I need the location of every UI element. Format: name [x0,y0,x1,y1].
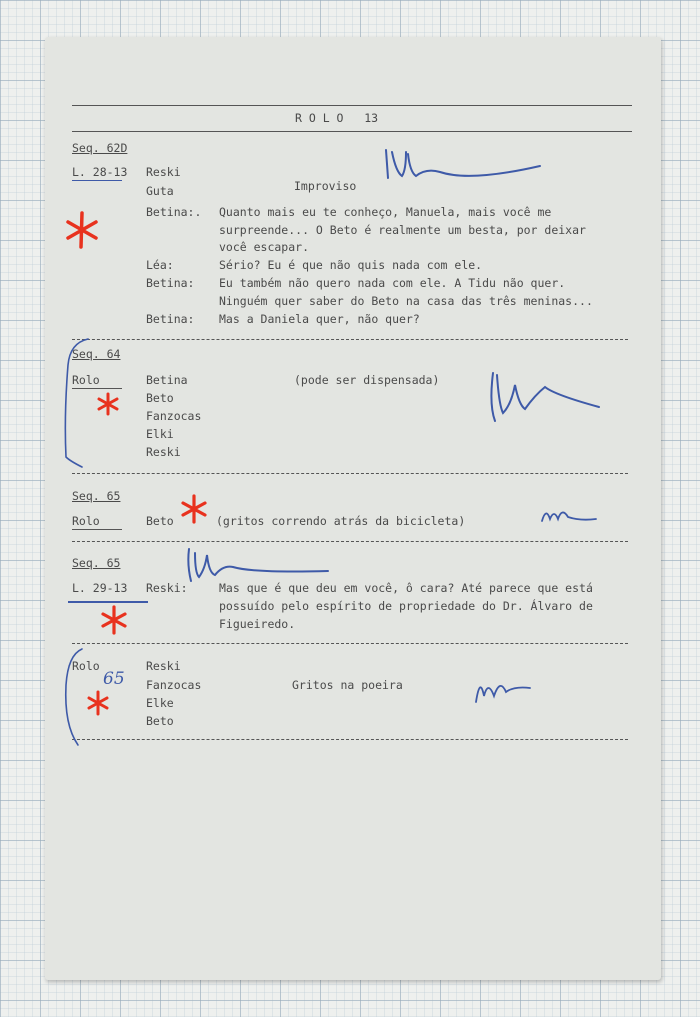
red-asterisk-icon [180,494,208,524]
scene4-speaker: Reski: [146,581,188,595]
dialogue-line: Mas que é que deu em você, ô cara? Até parece que está [219,581,593,595]
dialogue-line: Eu também não quero nada com ele. A Tidu não quer. [219,276,566,290]
scene2-character: Fanzocas [146,409,202,423]
dialogue-speaker: Betina:. [146,205,202,219]
dialogue-line: Mas a Daniela quer, não quer? [219,312,420,326]
scene2-seq: Seq. 64 [72,347,121,361]
scene-divider [72,473,628,474]
handwritten-number: 65 [103,669,125,689]
scene2-character: Beto [146,391,174,405]
dialogue-line: possuído pelo espírito de propriedade do Dr. Álvaro de [219,599,593,613]
scene1-character: Guta [146,184,174,198]
signature-scene4 [183,545,333,585]
dialogue-line: Ninguém quer saber do Beto na casa das três meninas... [219,294,593,308]
header-rule-top [72,105,632,106]
scene4-ref-underline [68,601,148,603]
scene2-character: Reski [146,445,181,459]
scene3-seq: Seq. 65 [72,489,121,503]
dialogue-line: surpreende... O Beto é realmente um besta, por deixar [219,223,586,237]
red-asterisk-icon [86,690,110,716]
signature-scene3 [540,503,600,528]
scene2-character: Betina [146,373,188,387]
dialogue-speaker: Léa: [146,258,174,272]
dialogue-line: Quanto mais eu te conheço, Manuela, mais você me [219,205,552,219]
signature-scene1 [380,142,550,187]
scene3-note: (gritos correndo atrás da bicicleta) [216,514,466,528]
dialogue-line: você escapar. [219,240,310,254]
scene3-character: Beto [146,514,174,528]
scene4-ref: L. 29-13 [72,581,128,595]
scene1-ref-underline [72,180,122,181]
scene5-character: Elke [146,696,174,710]
scene1-seq: Seq. 62D [72,141,128,155]
scene2-character: Elki [146,427,174,441]
scene1-ref: L. 28-13 [72,165,128,179]
scene5-character: Reski [146,659,181,673]
bracket-scene2 [60,335,90,470]
dialogue-line: Figueiredo. [219,617,296,631]
scene2-note: (pode ser dispensada) [294,373,440,387]
scene5-character: Fanzocas [146,678,202,692]
signature-scene2 [485,365,605,425]
scene5-type: Rolo [72,659,100,673]
scene1-note: Improviso [294,179,357,193]
scene5-character: Beto [146,714,174,728]
scene3-type: Rolo [72,514,100,528]
dialogue-line: Sério? Eu é que não quis nada com ele. [219,258,483,272]
scene-divider [72,541,628,542]
red-asterisk-icon [100,605,128,635]
scene-divider [72,339,628,340]
signature-scene5 [472,672,537,707]
dialogue-speaker: Betina: [146,276,195,290]
scene-divider [72,643,628,644]
header-rule-bottom [72,131,632,132]
scene5-note: Gritos na poeira [292,678,403,692]
dialogue-speaker: Betina: [146,312,195,326]
page-title: R O L O 13 [295,111,379,125]
scene4-seq: Seq. 65 [72,556,121,570]
scene2-type: Rolo [72,373,100,387]
scene3-type-underline [72,529,122,530]
scene1-character: Reski [146,165,181,179]
red-asterisk-icon [64,210,100,250]
scene-divider [72,739,628,740]
red-asterisk-icon [96,392,120,416]
